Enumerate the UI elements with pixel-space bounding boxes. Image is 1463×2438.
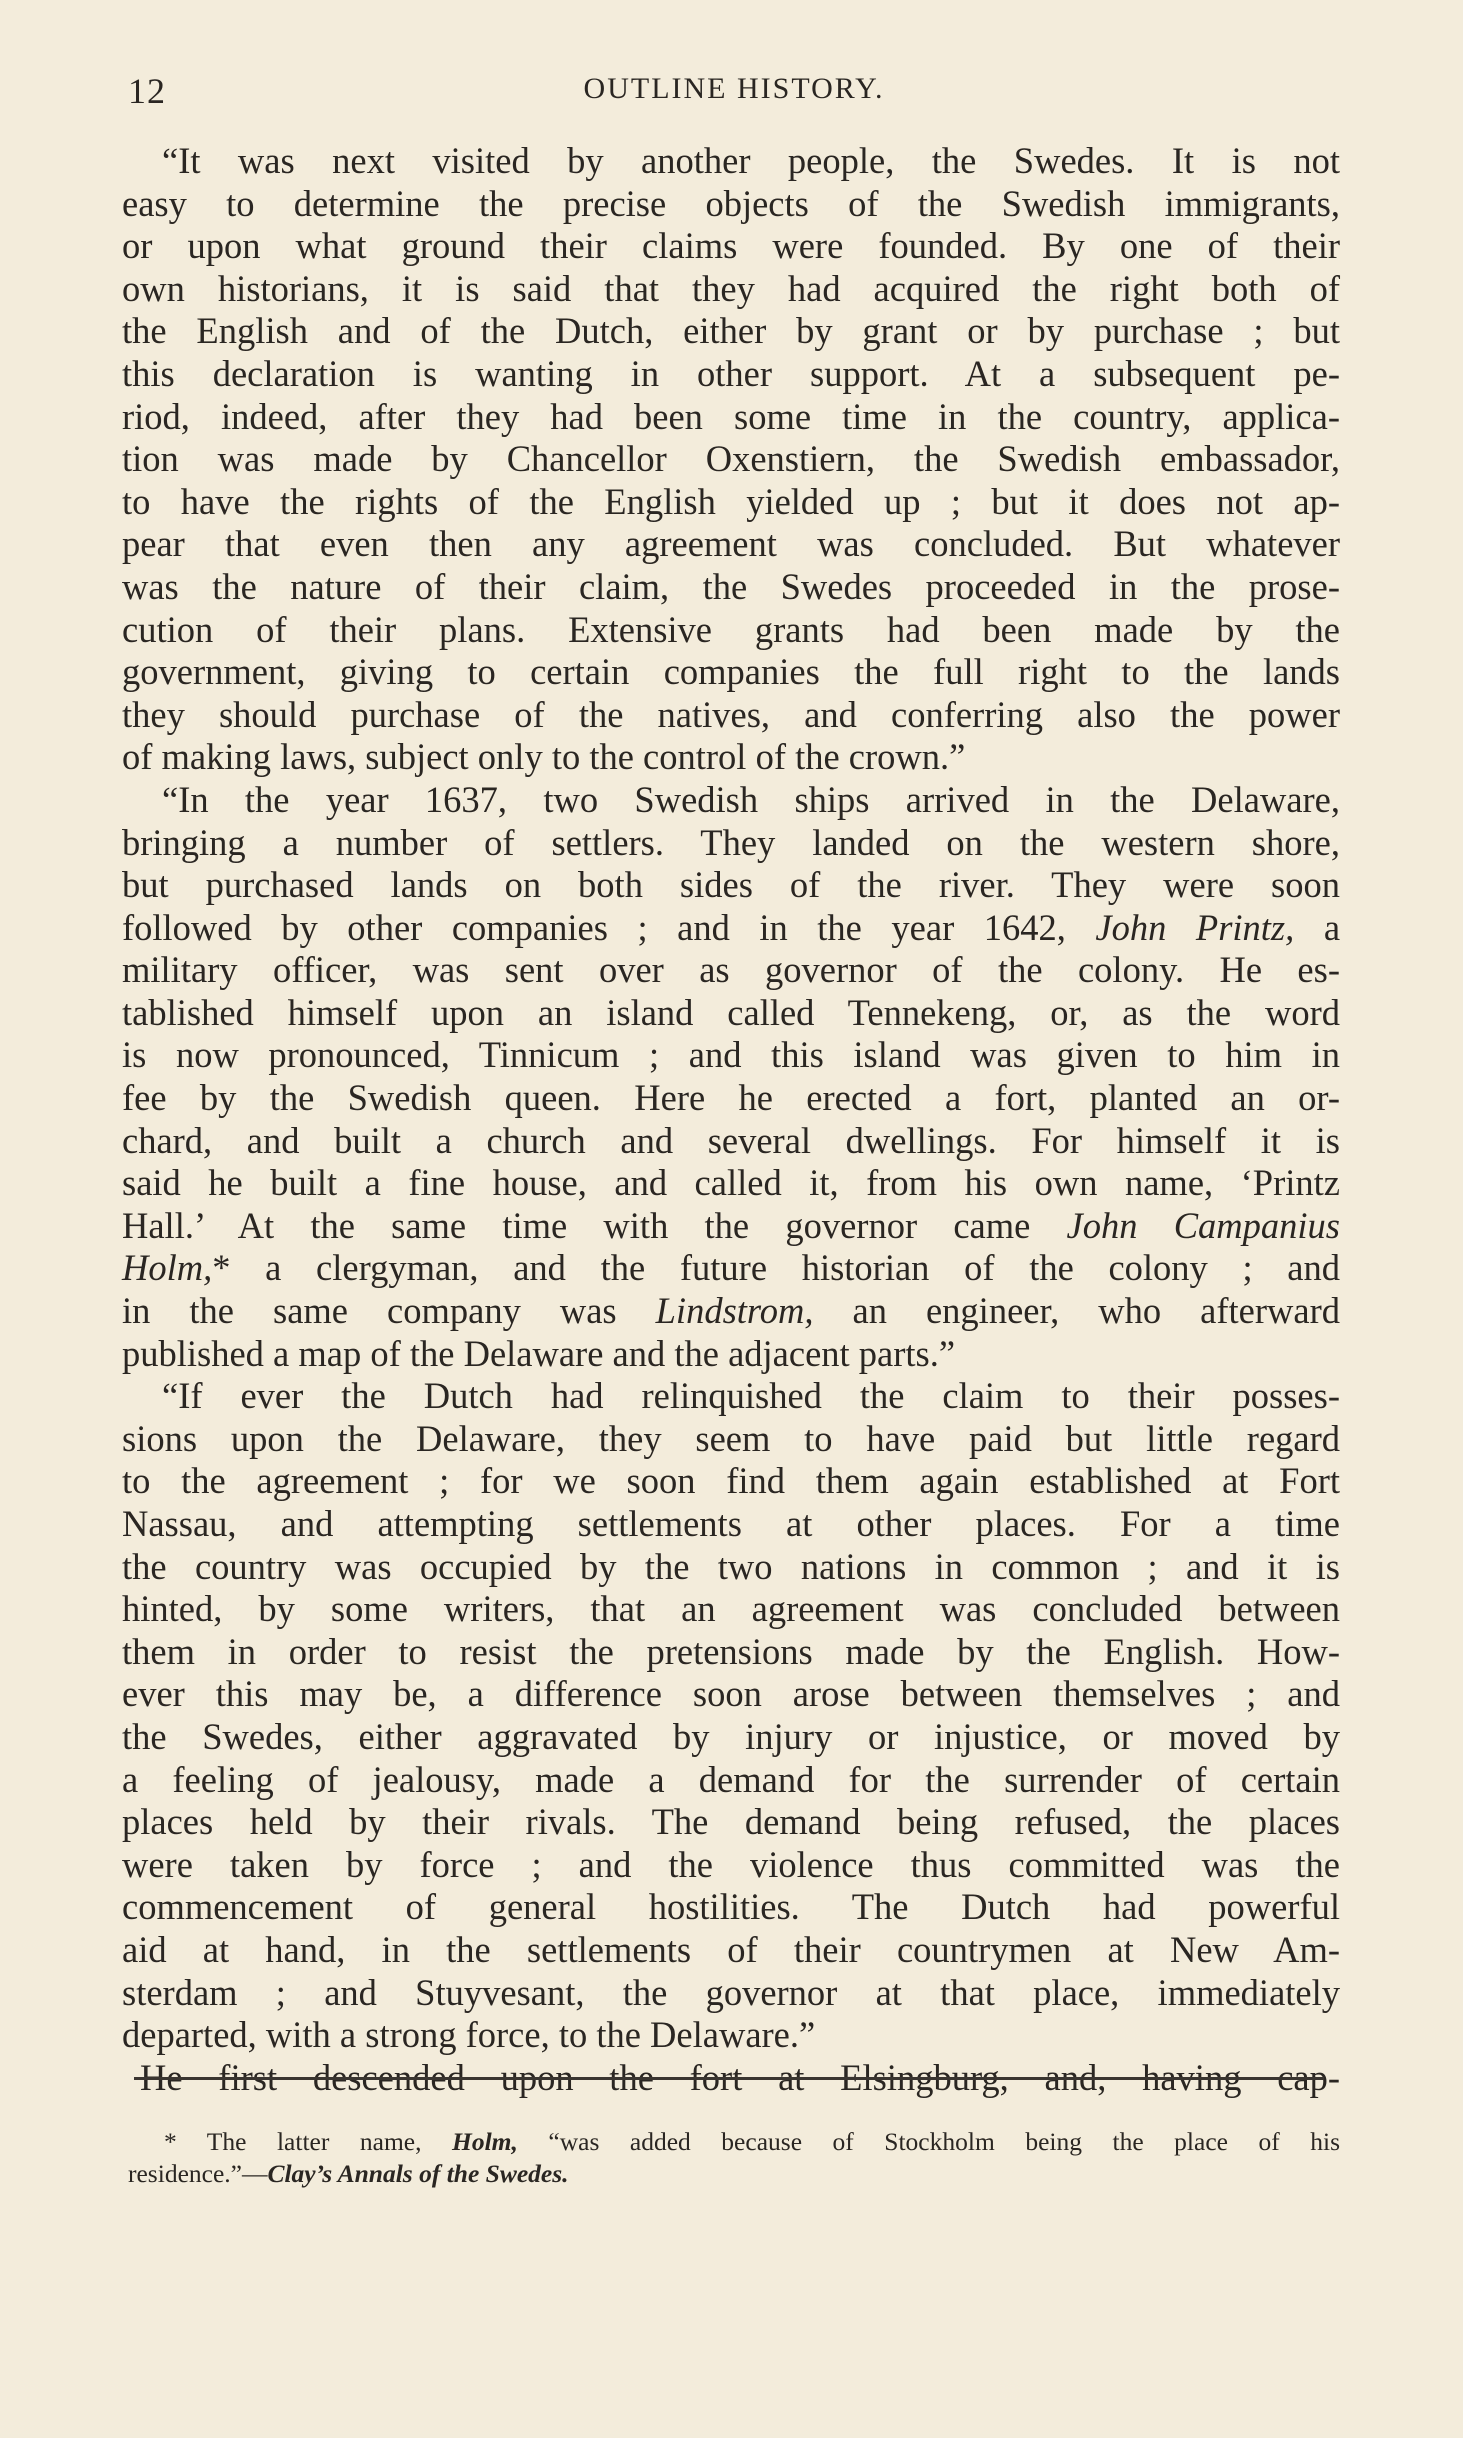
text-line: sions upon the Delaware, they seem to have paid but little regard — [122, 1417, 1340, 1459]
running-head: OUTLINE HISTORY. — [583, 72, 885, 105]
text-line: of making laws, subject only to the control of the crown.” — [122, 736, 966, 778]
page-header — [128, 70, 1340, 120]
text-line: commencement of general hostilities. The Dutch had powerful — [122, 1886, 1340, 1928]
text-line: military officer, was sent over as governor of the colony. He es- — [122, 949, 1340, 991]
text-line: own historians, it is said that they had acquired the right both of — [122, 267, 1340, 309]
text-line: chard, and built a church and several dwellings. For himself it is — [122, 1119, 1340, 1161]
text-line: a feeling of jealousy, made a demand for the surrender of certain — [122, 1758, 1340, 1800]
text-line: in the same company was Lindstrom, an engineer, who afterward — [122, 1290, 1340, 1332]
text-line: the English and of the Dutch, either by grant or by purchase ; but — [122, 310, 1340, 352]
text-line: “If ever the Dutch had relinquished the claim to their posses- — [162, 1375, 1340, 1417]
footnote-line: * The latter name, Holm, “was added because of Stockholm being the place of his — [164, 2127, 1340, 2156]
text-line: departed, with a strong force, to the Delaware.” — [122, 2014, 816, 2056]
text-line: riod, indeed, after they had been some time in the country, applica- — [122, 395, 1340, 437]
text-line: published a map of the Delaware and the adjacent parts.” — [122, 1332, 956, 1374]
text-line: Hall.’ At the same time with the governor came John Campanius — [122, 1204, 1341, 1246]
text-line: cution of their plans. Extensive grants had been made by the — [122, 608, 1340, 650]
text-line: this declaration is wanting in other support. At a subsequent pe- — [122, 352, 1340, 394]
text-line: but purchased lands on both sides of the river. They were soon — [122, 864, 1340, 906]
page-number: 12 — [128, 71, 166, 111]
text-line: they should purchase of the natives, and conferring also the power — [122, 693, 1340, 735]
text-line: pear that even then any agreement was concluded. But whatever — [122, 523, 1340, 565]
text-line: “It was next visited by another people, the Swedes. It is not — [162, 140, 1340, 181]
text-line: bringing a number of settlers. They landed on the western shore, — [122, 821, 1340, 863]
text-line: or upon what ground their claims were founded. By one of their — [122, 225, 1340, 267]
text-line: “In the year 1637, two Swedish ships arrived in the Delaware, — [162, 778, 1340, 820]
text-line: aid at hand, in the settlements of their countrymen at New Am- — [122, 1928, 1340, 1970]
text-line: places held by their rivals. The demand being refused, the places — [122, 1801, 1340, 1843]
text-line: hinted, by some writers, that an agreement was concluded between — [122, 1588, 1340, 1630]
footnote-line: residence.”—Clay’s Annals of the Swedes. — [128, 2159, 569, 2188]
text-line: sterdam ; and Stuyvesant, the governor at that place, immediately — [122, 1971, 1340, 2013]
text-line: said he built a fine house, and called it, from his own name, ‘Printz — [122, 1162, 1340, 1204]
text-line: the country was occupied by the two nations in common ; and it is — [122, 1545, 1340, 1587]
text-line: fee by the Swedish queen. Here he erected a fort, planted an or- — [122, 1077, 1340, 1119]
text-line: tablished himself upon an island called Tennekeng, or, as the word — [122, 991, 1340, 1033]
text-line: easy to determine the precise objects of the Swedish immigrants, — [122, 182, 1340, 224]
text-line: ever this may be, a difference soon arose between themselves ; and — [122, 1673, 1340, 1715]
text-line: was the nature of their claim, the Swedes proceeded in the prose- — [122, 565, 1340, 607]
text-line: the Swedes, either aggravated by injury or injustice, or moved by — [122, 1715, 1340, 1757]
text-line: were taken by force ; and the violence thus committed was the — [122, 1843, 1340, 1885]
footnote — [128, 2126, 1340, 2190]
footnote-divider — [134, 2077, 1324, 2080]
text-line: followed by other companies ; and in the year 1642, John Printz, a — [122, 906, 1341, 948]
text-line: them in order to resist the pretensions made by the English. How- — [122, 1630, 1340, 1672]
text-line: tion was made by Chancellor Oxenstiern, the Swedish embassador, — [122, 438, 1340, 480]
body-text — [122, 140, 1340, 2099]
text-line: He first descended upon the fort at Elsingburg, and, having cap- — [140, 2056, 1340, 2098]
text-line: Nassau, and attempting settlements at other places. For a time — [122, 1503, 1340, 1544]
text-line: government, giving to certain companies the full right to the lands — [122, 651, 1340, 693]
text-line: to the agreement ; for we soon find them again established at Fort — [122, 1460, 1340, 1502]
text-line: Holm,* a clergyman, and the future historian of the colony ; and — [122, 1247, 1340, 1289]
text-line: to have the rights of the English yielded up ; but it does not ap- — [122, 480, 1340, 522]
text-line: is now pronounced, Tinnicum ; and this island was given to him in — [122, 1034, 1340, 1076]
